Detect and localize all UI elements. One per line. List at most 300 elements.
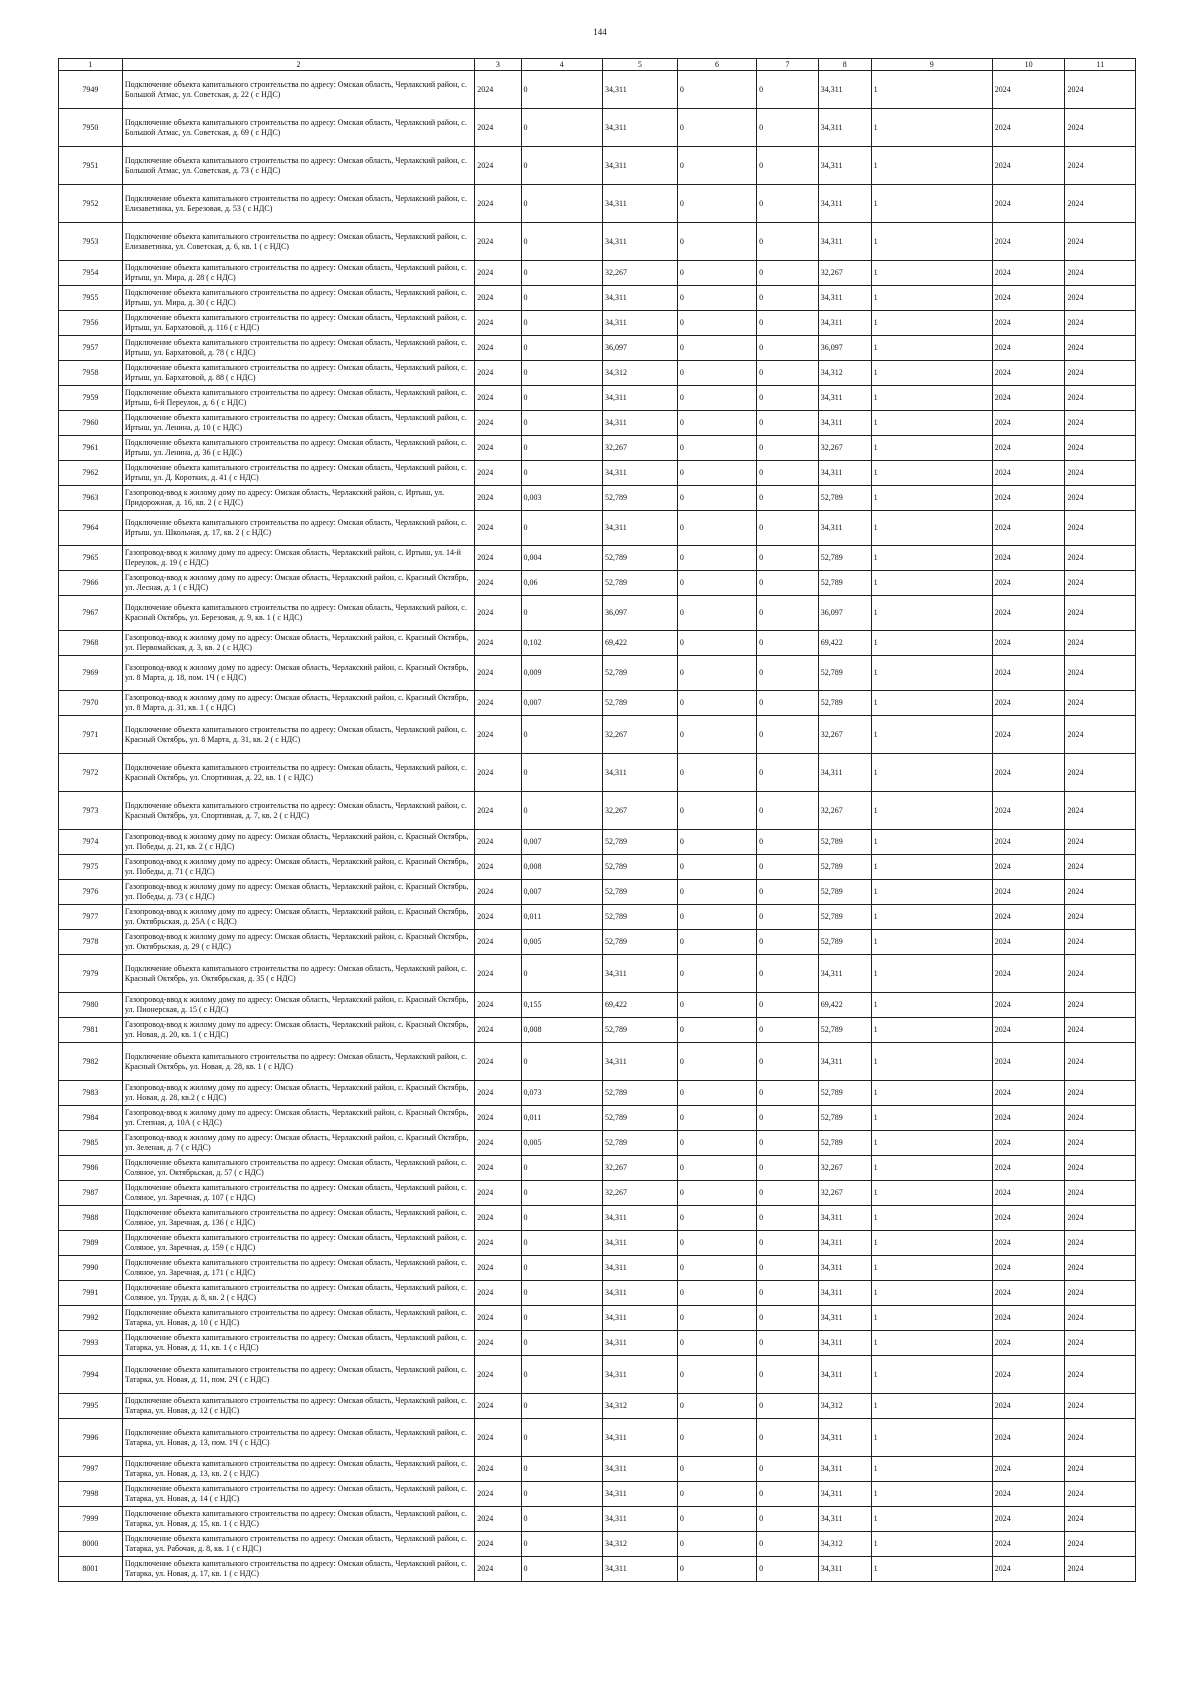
cell-col3: 2024 (475, 1043, 521, 1081)
cell-col3: 2024 (475, 656, 521, 691)
cell-col3: 2024 (475, 261, 521, 286)
row-description: Подключение объекта капитального строительства по адресу: Омская область, Черлакский район, с. Красный Октябрь, ул. Березовая, д. 9, кв. 1 ( с НДС) (122, 596, 474, 631)
cell-col4: 0 (521, 1507, 602, 1532)
row-number: 7968 (59, 631, 123, 656)
cell-col8: 34,312 (818, 1394, 871, 1419)
cell-col10: 2024 (992, 311, 1065, 336)
cell-col11: 2024 (1065, 691, 1136, 716)
table-row (59, 461, 1136, 486)
table-row (59, 436, 1136, 461)
cell-col5: 32,267 (602, 1156, 677, 1181)
cell-col11: 2024 (1065, 386, 1136, 411)
table-row (59, 1281, 1136, 1306)
cell-col5: 32,267 (602, 261, 677, 286)
cell-col6: 0 (677, 286, 756, 311)
cell-col5: 32,267 (602, 792, 677, 830)
row-description: Подключение объекта капитального строительства по адресу: Омская область, Черлакский район, с. Красный Октябрь, ул. Новая, д. 28, кв. 1 ( с НДС) (122, 1043, 474, 1081)
table-row (59, 596, 1136, 631)
row-description: Подключение объекта капитального строительства по адресу: Омская область, Черлакский район, с. Иртыш, ул. Д. Коротких, д. 41 ( с НДС) (122, 461, 474, 486)
cell-col5: 52,789 (602, 486, 677, 511)
cell-col5: 34,311 (602, 1356, 677, 1394)
cell-col5: 34,311 (602, 71, 677, 109)
cell-col6: 0 (677, 486, 756, 511)
cell-col9: 1 (871, 631, 992, 656)
cell-col4: 0 (521, 286, 602, 311)
cell-col4: 0 (521, 311, 602, 336)
cell-col4: 0 (521, 361, 602, 386)
cell-col10: 2024 (992, 411, 1065, 436)
cell-col9: 1 (871, 71, 992, 109)
cell-col7: 0 (757, 386, 819, 411)
cell-col8: 36,097 (818, 336, 871, 361)
row-number: 7955 (59, 286, 123, 311)
row-number: 7999 (59, 1507, 123, 1532)
cell-col8: 52,789 (818, 691, 871, 716)
cell-col6: 0 (677, 461, 756, 486)
cell-col6: 0 (677, 386, 756, 411)
cell-col9: 1 (871, 955, 992, 993)
cell-col7: 0 (757, 185, 819, 223)
cell-col3: 2024 (475, 1419, 521, 1457)
cell-col9: 1 (871, 1106, 992, 1131)
cell-col5: 52,789 (602, 880, 677, 905)
cell-col8: 32,267 (818, 792, 871, 830)
cell-col5: 34,311 (602, 1482, 677, 1507)
cell-col9: 1 (871, 1457, 992, 1482)
cell-col8: 52,789 (818, 486, 871, 511)
cell-col3: 2024 (475, 546, 521, 571)
cell-col6: 0 (677, 1394, 756, 1419)
cell-col4: 0 (521, 261, 602, 286)
cell-col3: 2024 (475, 571, 521, 596)
cell-col11: 2024 (1065, 311, 1136, 336)
cell-col6: 0 (677, 905, 756, 930)
cell-col3: 2024 (475, 361, 521, 386)
cell-col7: 0 (757, 1331, 819, 1356)
cell-col7: 0 (757, 1131, 819, 1156)
cell-col11: 2024 (1065, 1356, 1136, 1394)
cell-col11: 2024 (1065, 1394, 1136, 1419)
cell-col4: 0 (521, 596, 602, 631)
cell-col6: 0 (677, 1557, 756, 1582)
cell-col9: 1 (871, 1507, 992, 1532)
cell-col11: 2024 (1065, 855, 1136, 880)
cell-col4: 0 (521, 754, 602, 792)
cell-col11: 2024 (1065, 1557, 1136, 1582)
cell-col5: 52,789 (602, 930, 677, 955)
cell-col10: 2024 (992, 1482, 1065, 1507)
cell-col5: 52,789 (602, 1018, 677, 1043)
cell-col11: 2024 (1065, 955, 1136, 993)
cell-col3: 2024 (475, 1106, 521, 1131)
cell-col5: 34,311 (602, 511, 677, 546)
cell-col6: 0 (677, 691, 756, 716)
cell-col6: 0 (677, 546, 756, 571)
cell-col8: 52,789 (818, 855, 871, 880)
cell-col8: 34,312 (818, 1532, 871, 1557)
cell-col11: 2024 (1065, 1281, 1136, 1306)
cell-col11: 2024 (1065, 71, 1136, 109)
cell-col5: 34,311 (602, 185, 677, 223)
cell-col6: 0 (677, 656, 756, 691)
cell-col7: 0 (757, 656, 819, 691)
cell-col9: 1 (871, 286, 992, 311)
row-description: Подключение объекта капитального строительства по адресу: Омская область, Черлакский район, с. Татарка, ул. Новая, д. 17, кв. 1 ( с НДС) (122, 1557, 474, 1582)
row-description: Газопровод-ввод к жилому дому по адресу: Омская область, Черлакский район, с. Красный Октябрь, ул. Первомайская, д. 3, кв. 2 ( с НДС) (122, 631, 474, 656)
cell-col6: 0 (677, 436, 756, 461)
investment-table (58, 58, 1136, 1582)
cell-col9: 1 (871, 223, 992, 261)
cell-col9: 1 (871, 754, 992, 792)
cell-col8: 34,311 (818, 955, 871, 993)
cell-col4: 0,004 (521, 546, 602, 571)
cell-col7: 0 (757, 1394, 819, 1419)
cell-col4: 0,06 (521, 571, 602, 596)
row-description: Подключение объекта капитального строительства по адресу: Омская область, Черлакский район, с. Татарка, ул. Новая, д. 11, пом. 2Ч ( с НДС) (122, 1356, 474, 1394)
cell-col11: 2024 (1065, 716, 1136, 754)
row-number: 7997 (59, 1457, 123, 1482)
cell-col4: 0,008 (521, 855, 602, 880)
cell-col5: 34,311 (602, 109, 677, 147)
row-number: 7976 (59, 880, 123, 905)
cell-col10: 2024 (992, 792, 1065, 830)
cell-col5: 32,267 (602, 716, 677, 754)
row-description: Газопровод-ввод к жилому дому по адресу: Омская область, Черлакский район, с. Иртыш, ул. 14-й Переулок, д. 19 ( с НДС) (122, 546, 474, 571)
cell-col8: 52,789 (818, 1106, 871, 1131)
cell-col8: 34,311 (818, 109, 871, 147)
cell-col6: 0 (677, 754, 756, 792)
cell-col6: 0 (677, 571, 756, 596)
table-row (59, 411, 1136, 436)
cell-col3: 2024 (475, 1231, 521, 1256)
cell-col5: 32,267 (602, 436, 677, 461)
cell-col6: 0 (677, 596, 756, 631)
cell-col3: 2024 (475, 596, 521, 631)
cell-col4: 0 (521, 1419, 602, 1457)
table-row (59, 1018, 1136, 1043)
cell-col4: 0,009 (521, 656, 602, 691)
cell-col5: 34,311 (602, 1507, 677, 1532)
cell-col5: 34,311 (602, 286, 677, 311)
cell-col8: 34,311 (818, 1356, 871, 1394)
cell-col11: 2024 (1065, 1532, 1136, 1557)
cell-col9: 1 (871, 311, 992, 336)
cell-col7: 0 (757, 855, 819, 880)
cell-col7: 0 (757, 1231, 819, 1256)
column-header: 10 (992, 59, 1065, 71)
row-description: Подключение объекта капитального строительства по адресу: Омская область, Черлакский район, с. Татарка, ул. Новая, д. 13, пом. 1Ч ( с НДС) (122, 1419, 474, 1457)
cell-col3: 2024 (475, 1331, 521, 1356)
cell-col3: 2024 (475, 461, 521, 486)
cell-col3: 2024 (475, 336, 521, 361)
row-description: Подключение объекта капитального строительства по адресу: Омская область, Черлакский район, с. Иртыш, ул. Мира, д. 28 ( с НДС) (122, 261, 474, 286)
row-number: 7998 (59, 1482, 123, 1507)
cell-col8: 52,789 (818, 571, 871, 596)
column-header: 5 (602, 59, 677, 71)
table-row (59, 1206, 1136, 1231)
column-header: 9 (871, 59, 992, 71)
cell-col11: 2024 (1065, 993, 1136, 1018)
row-description: Подключение объекта капитального строительства по адресу: Омская область, Черлакский район, с. Татарка, ул. Новая, д. 15, кв. 1 ( с НДС) (122, 1507, 474, 1532)
cell-col7: 0 (757, 546, 819, 571)
cell-col7: 0 (757, 955, 819, 993)
table-row (59, 930, 1136, 955)
cell-col10: 2024 (992, 631, 1065, 656)
cell-col10: 2024 (992, 436, 1065, 461)
row-number: 8000 (59, 1532, 123, 1557)
cell-col3: 2024 (475, 1557, 521, 1582)
row-description: Газопровод-ввод к жилому дому по адресу: Омская область, Черлакский район, с. Красный Октябрь, ул. Степная, д. 10А ( с НДС) (122, 1106, 474, 1131)
cell-col10: 2024 (992, 1557, 1065, 1582)
cell-col7: 0 (757, 1018, 819, 1043)
cell-col11: 2024 (1065, 1256, 1136, 1281)
row-number: 7979 (59, 955, 123, 993)
row-number: 7986 (59, 1156, 123, 1181)
cell-col7: 0 (757, 571, 819, 596)
cell-col5: 34,311 (602, 1281, 677, 1306)
cell-col11: 2024 (1065, 511, 1136, 546)
row-description: Подключение объекта капитального строительства по адресу: Омская область, Черлакский район, с. Солянoе, ул. Заречная, д. 159 ( с НДС) (122, 1231, 474, 1256)
cell-col10: 2024 (992, 571, 1065, 596)
column-header: 1 (59, 59, 123, 71)
cell-col7: 0 (757, 436, 819, 461)
cell-col11: 2024 (1065, 1231, 1136, 1256)
cell-col6: 0 (677, 71, 756, 109)
cell-col10: 2024 (992, 1131, 1065, 1156)
cell-col8: 34,311 (818, 1306, 871, 1331)
row-number: 7965 (59, 546, 123, 571)
cell-col8: 34,311 (818, 311, 871, 336)
cell-col3: 2024 (475, 185, 521, 223)
cell-col6: 0 (677, 631, 756, 656)
cell-col8: 52,789 (818, 1081, 871, 1106)
cell-col4: 0 (521, 1394, 602, 1419)
cell-col8: 32,267 (818, 1181, 871, 1206)
row-number: 7964 (59, 511, 123, 546)
cell-col8: 52,789 (818, 880, 871, 905)
cell-col11: 2024 (1065, 880, 1136, 905)
table-row (59, 1131, 1136, 1156)
cell-col5: 34,311 (602, 311, 677, 336)
cell-col7: 0 (757, 1281, 819, 1306)
cell-col6: 0 (677, 147, 756, 185)
row-number: 7966 (59, 571, 123, 596)
cell-col11: 2024 (1065, 147, 1136, 185)
cell-col4: 0 (521, 1281, 602, 1306)
cell-col9: 1 (871, 691, 992, 716)
cell-col7: 0 (757, 223, 819, 261)
cell-col11: 2024 (1065, 336, 1136, 361)
cell-col11: 2024 (1065, 261, 1136, 286)
row-number: 7985 (59, 1131, 123, 1156)
cell-col4: 0 (521, 1206, 602, 1231)
cell-col7: 0 (757, 1306, 819, 1331)
cell-col8: 52,789 (818, 1131, 871, 1156)
row-number: 7956 (59, 311, 123, 336)
cell-col10: 2024 (992, 905, 1065, 930)
cell-col3: 2024 (475, 1306, 521, 1331)
column-number-row (59, 59, 1136, 71)
cell-col3: 2024 (475, 754, 521, 792)
cell-col9: 1 (871, 1419, 992, 1457)
cell-col4: 0,102 (521, 631, 602, 656)
cell-col3: 2024 (475, 1081, 521, 1106)
cell-col6: 0 (677, 1043, 756, 1081)
cell-col11: 2024 (1065, 1507, 1136, 1532)
row-description: Подключение объекта капитального строительства по адресу: Омская область, Черлакский район, с. Большой Атмас, ул. Советская, д. 69 ( с НДС) (122, 109, 474, 147)
table-row (59, 546, 1136, 571)
cell-col10: 2024 (992, 955, 1065, 993)
cell-col5: 34,311 (602, 1331, 677, 1356)
cell-col10: 2024 (992, 109, 1065, 147)
cell-col8: 52,789 (818, 1018, 871, 1043)
row-description: Подключение объекта капитального строительства по адресу: Омская область, Черлакский район, с. Елизаветинка, ул. Березовая, д. 53 ( с НДС) (122, 185, 474, 223)
cell-col11: 2024 (1065, 486, 1136, 511)
row-number: 7975 (59, 855, 123, 880)
cell-col6: 0 (677, 855, 756, 880)
cell-col3: 2024 (475, 1156, 521, 1181)
row-number: 7950 (59, 109, 123, 147)
cell-col7: 0 (757, 1206, 819, 1231)
cell-col10: 2024 (992, 71, 1065, 109)
row-number: 7952 (59, 185, 123, 223)
cell-col9: 1 (871, 147, 992, 185)
cell-col5: 34,311 (602, 147, 677, 185)
cell-col9: 1 (871, 411, 992, 436)
cell-col11: 2024 (1065, 631, 1136, 656)
cell-col6: 0 (677, 311, 756, 336)
cell-col3: 2024 (475, 631, 521, 656)
table-row (59, 754, 1136, 792)
table-row (59, 361, 1136, 386)
cell-col11: 2024 (1065, 1482, 1136, 1507)
cell-col10: 2024 (992, 1018, 1065, 1043)
cell-col11: 2024 (1065, 1106, 1136, 1131)
table-row (59, 631, 1136, 656)
cell-col6: 0 (677, 1507, 756, 1532)
row-number: 7977 (59, 905, 123, 930)
row-number: 7958 (59, 361, 123, 386)
cell-col9: 1 (871, 930, 992, 955)
table-header (59, 59, 1136, 71)
cell-col7: 0 (757, 1557, 819, 1582)
cell-col9: 1 (871, 486, 992, 511)
cell-col11: 2024 (1065, 754, 1136, 792)
table-row (59, 147, 1136, 185)
cell-col9: 1 (871, 571, 992, 596)
table-row (59, 71, 1136, 109)
cell-col10: 2024 (992, 716, 1065, 754)
cell-col10: 2024 (992, 1419, 1065, 1457)
table-body (59, 71, 1136, 1582)
cell-col11: 2024 (1065, 461, 1136, 486)
cell-col6: 0 (677, 1419, 756, 1457)
cell-col7: 0 (757, 361, 819, 386)
cell-col11: 2024 (1065, 223, 1136, 261)
cell-col4: 0,005 (521, 1131, 602, 1156)
cell-col10: 2024 (992, 1507, 1065, 1532)
cell-col10: 2024 (992, 486, 1065, 511)
cell-col8: 34,311 (818, 1206, 871, 1231)
cell-col9: 1 (871, 1256, 992, 1281)
table-row (59, 511, 1136, 546)
cell-col3: 2024 (475, 1507, 521, 1532)
cell-col10: 2024 (992, 1106, 1065, 1131)
cell-col5: 34,312 (602, 361, 677, 386)
cell-col7: 0 (757, 311, 819, 336)
row-number: 7994 (59, 1356, 123, 1394)
cell-col4: 0 (521, 223, 602, 261)
cell-col4: 0 (521, 109, 602, 147)
cell-col6: 0 (677, 223, 756, 261)
row-number: 7970 (59, 691, 123, 716)
cell-col3: 2024 (475, 386, 521, 411)
table-row (59, 830, 1136, 855)
cell-col9: 1 (871, 1206, 992, 1231)
cell-col5: 34,311 (602, 1231, 677, 1256)
cell-col9: 1 (871, 386, 992, 411)
cell-col5: 34,311 (602, 1557, 677, 1582)
table-row (59, 1356, 1136, 1394)
row-description: Подключение объекта капитального строительства по адресу: Омская область, Черлакский район, с. Елизаветинка, ул. Советская, д. 6, кв. 1 ( с НДС) (122, 223, 474, 261)
cell-col4: 0 (521, 185, 602, 223)
cell-col10: 2024 (992, 1457, 1065, 1482)
cell-col5: 52,789 (602, 830, 677, 855)
cell-col6: 0 (677, 411, 756, 436)
cell-col3: 2024 (475, 792, 521, 830)
cell-col9: 1 (871, 716, 992, 754)
cell-col4: 0 (521, 336, 602, 361)
cell-col4: 0 (521, 1181, 602, 1206)
cell-col6: 0 (677, 1532, 756, 1557)
row-number: 7983 (59, 1081, 123, 1106)
cell-col10: 2024 (992, 1156, 1065, 1181)
cell-col10: 2024 (992, 596, 1065, 631)
row-number: 7982 (59, 1043, 123, 1081)
cell-col9: 1 (871, 1081, 992, 1106)
table-row (59, 109, 1136, 147)
cell-col9: 1 (871, 185, 992, 223)
cell-col3: 2024 (475, 436, 521, 461)
cell-col4: 0 (521, 1482, 602, 1507)
cell-col7: 0 (757, 1419, 819, 1457)
cell-col3: 2024 (475, 830, 521, 855)
cell-col4: 0 (521, 461, 602, 486)
cell-col11: 2024 (1065, 286, 1136, 311)
row-number: 7984 (59, 1106, 123, 1131)
cell-col11: 2024 (1065, 1206, 1136, 1231)
cell-col6: 0 (677, 1081, 756, 1106)
cell-col9: 1 (871, 511, 992, 546)
row-description: Подключение объекта капитального строительства по адресу: Омская область, Черлакский район, с. Иртыш, ул. Бархатовой, д. 88 ( с НДС) (122, 361, 474, 386)
cell-col7: 0 (757, 1457, 819, 1482)
cell-col8: 34,311 (818, 1507, 871, 1532)
row-number: 7974 (59, 830, 123, 855)
cell-col6: 0 (677, 1331, 756, 1356)
table-row (59, 261, 1136, 286)
cell-col8: 34,311 (818, 71, 871, 109)
row-description: Подключение объекта капитального строительства по адресу: Омская область, Черлакский район, с. Соляное, ул. Октябрьская, д. 57 ( с НДС) (122, 1156, 474, 1181)
table-row (59, 1419, 1136, 1457)
cell-col10: 2024 (992, 855, 1065, 880)
cell-col4: 0 (521, 511, 602, 546)
row-number: 7961 (59, 436, 123, 461)
cell-col7: 0 (757, 486, 819, 511)
table-row (59, 792, 1136, 830)
row-description: Подключение объекта капитального строительства по адресу: Омская область, Черлакский район, с. Иртыш, ул. Мира, д. 30 ( с НДС) (122, 286, 474, 311)
cell-col8: 34,311 (818, 1043, 871, 1081)
cell-col7: 0 (757, 754, 819, 792)
